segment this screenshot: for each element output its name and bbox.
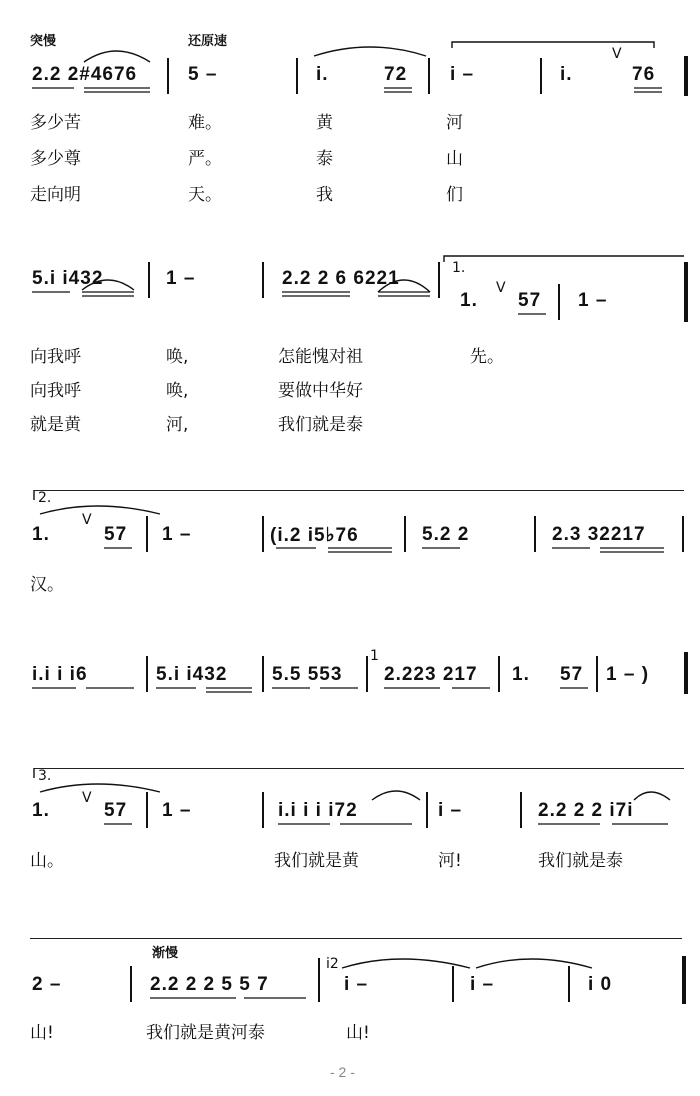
- measure-3: 2.2 2 6 6221: [282, 268, 400, 289]
- measure-3: 5.5 553: [272, 664, 343, 685]
- breath-mark: V: [82, 790, 92, 806]
- measure-2: 5.i i432: [156, 664, 228, 685]
- measure-2: 5 –: [188, 64, 218, 85]
- measure-1: i.i i i6: [32, 664, 88, 685]
- measure-1: 2 –: [32, 974, 62, 995]
- measure-5: 2.3 32217: [552, 524, 646, 545]
- measure-5-note: 57: [560, 664, 584, 685]
- measure-6: 1 – ): [606, 664, 650, 685]
- lyric: 难。: [188, 113, 222, 133]
- breath-mark: V: [612, 46, 622, 62]
- volta-3-label: 3.: [38, 768, 52, 784]
- measure-4-note: 1.: [460, 290, 478, 311]
- lyric: 多少尊: [30, 149, 81, 169]
- tempo-marking-slow: 突慢: [30, 34, 57, 49]
- measure-4: 2.223 217: [384, 664, 478, 685]
- volta-2-label: 2.: [38, 490, 52, 506]
- lyric: 严。: [188, 149, 222, 169]
- measure-3-note: i.: [316, 64, 329, 85]
- measure-5: 1 –: [578, 290, 608, 311]
- measure-4-note: 57: [518, 290, 542, 311]
- measure-1-note: 1.: [32, 800, 50, 821]
- lyric: 河,: [166, 415, 189, 435]
- measure-2: 1 –: [162, 800, 192, 821]
- tempo-marking-resume: 还原速: [188, 34, 228, 49]
- measure-5: 2.2 2 2 i7i: [538, 800, 634, 821]
- lyric: 天。: [188, 185, 222, 205]
- lyric: 我们就是黄: [274, 851, 359, 871]
- lyric: 黄: [316, 113, 333, 133]
- measure-2: 2.2 2 2 5 5 7: [150, 974, 269, 995]
- lyric: 泰: [316, 149, 333, 169]
- page-number: - 2 -: [330, 1064, 355, 1080]
- lyric: 河!: [438, 851, 462, 871]
- measure-4: i –: [470, 974, 495, 995]
- lyric: 我们就是泰: [538, 851, 623, 871]
- measure-5: i 0: [588, 974, 613, 995]
- lyric: 我们就是泰: [278, 415, 363, 435]
- tempo-marking-slow: 渐慢: [152, 946, 179, 961]
- grace-note: i2: [326, 956, 339, 972]
- volta-1-label: 1.: [452, 260, 466, 276]
- measure-3: i –: [344, 974, 369, 995]
- breath-mark: V: [496, 280, 506, 296]
- lyric: 河: [446, 113, 463, 133]
- measure-1-note: 1.: [32, 524, 50, 545]
- lyric: 向我呼: [30, 381, 81, 401]
- measure-1-note: 57: [104, 800, 128, 821]
- lyric: 山。: [30, 851, 64, 871]
- measure-5-note: i.: [560, 64, 573, 85]
- grace-note: 1: [370, 648, 379, 664]
- lyric: 我: [316, 185, 333, 205]
- measure-2: 1 –: [162, 524, 192, 545]
- lyric: 我们就是黄河泰: [146, 1023, 265, 1043]
- measure-3: (i.2 i5♭76: [270, 525, 359, 546]
- lyric: 走向明: [30, 185, 81, 205]
- measure-1: 2.2 2#4676: [32, 64, 138, 85]
- measure-4: i –: [438, 800, 463, 821]
- lyric: 多少苦: [30, 113, 81, 133]
- lyric: 山!: [30, 1023, 54, 1043]
- lyric: 就是黄: [30, 415, 81, 435]
- lyric: 唤,: [166, 381, 189, 401]
- lyric: 汉。: [30, 575, 64, 595]
- lyric: 唤,: [166, 347, 189, 367]
- measure-1: 5.i i432: [32, 268, 104, 289]
- measure-3-note: 72: [384, 64, 408, 85]
- measure-1-note: 57: [104, 524, 128, 545]
- measure-4: 5.2 2: [422, 524, 470, 545]
- measure-2: 1 –: [166, 268, 196, 289]
- measure-5-note: 1.: [512, 664, 530, 685]
- measure-4: i –: [450, 64, 475, 85]
- measure-3: i.i i i i72: [278, 800, 358, 821]
- breath-mark: V: [82, 512, 92, 528]
- measure-5-note: 76: [632, 64, 656, 85]
- lyric: 山: [446, 149, 463, 169]
- lyric: 山!: [346, 1023, 370, 1043]
- lyric: 向我呼: [30, 347, 81, 367]
- lyric: 怎能愧对祖: [278, 347, 363, 367]
- lyric: 要做中华好: [278, 381, 363, 401]
- lyric: 先。: [470, 347, 504, 367]
- lyric: 们: [446, 185, 463, 205]
